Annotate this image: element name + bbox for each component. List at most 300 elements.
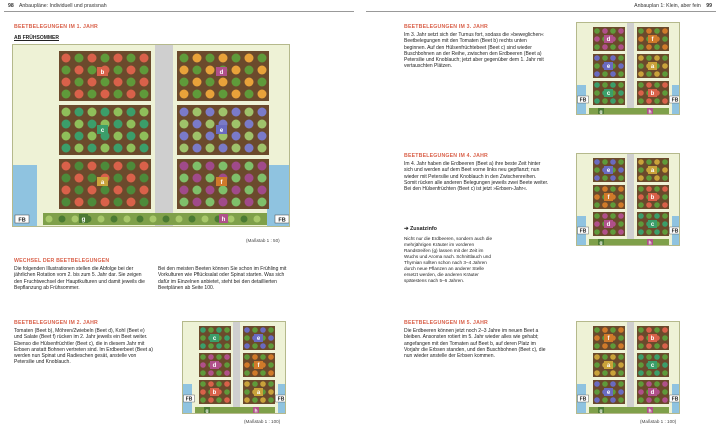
plant — [268, 370, 274, 376]
year4-heading: BEETBELEGUNGEN IM 4. JAHR — [404, 153, 488, 159]
plant — [610, 55, 616, 61]
plant — [638, 343, 644, 349]
plant — [594, 167, 600, 173]
plant — [193, 66, 202, 75]
plant — [180, 162, 189, 171]
plant — [208, 354, 214, 360]
bed-label: d — [606, 222, 611, 228]
herb-label: g — [599, 408, 603, 414]
plant — [88, 198, 97, 207]
fb-label-left: FB — [18, 217, 26, 224]
plant — [232, 162, 241, 171]
herb-plant — [46, 216, 53, 223]
plant — [610, 370, 616, 376]
year2-garden-plan — [182, 321, 286, 414]
plant — [88, 54, 97, 63]
year5-garden-plan — [576, 321, 680, 414]
bed-label: c — [606, 91, 611, 97]
plant — [75, 174, 84, 183]
plant — [88, 108, 97, 117]
plant — [258, 78, 267, 87]
plant — [180, 132, 189, 141]
plant — [140, 132, 149, 141]
plant — [219, 78, 228, 87]
plant — [245, 54, 254, 63]
plant — [618, 221, 624, 227]
plant — [140, 54, 149, 63]
year5-scale: (Maßstab 1 : 100) — [640, 419, 677, 424]
plant — [646, 98, 652, 104]
plant — [206, 186, 215, 195]
plant — [101, 144, 110, 153]
plant — [618, 389, 624, 395]
plant — [140, 198, 149, 207]
plant — [594, 28, 600, 34]
plant — [224, 354, 230, 360]
plant — [244, 343, 250, 349]
plant — [594, 343, 600, 349]
plant — [662, 354, 668, 360]
plant — [252, 381, 258, 387]
plant — [127, 66, 136, 75]
plant — [62, 132, 71, 141]
herb-plant — [150, 216, 157, 223]
label-f: f — [220, 180, 223, 186]
plant — [662, 55, 668, 61]
plant — [232, 78, 241, 87]
plant — [180, 198, 189, 207]
plant — [140, 186, 149, 195]
plant — [610, 327, 616, 333]
plant — [618, 159, 624, 165]
plant — [662, 175, 668, 181]
plant — [180, 144, 189, 153]
plant — [193, 54, 202, 63]
year4-garden-plan — [576, 153, 680, 246]
plant — [232, 132, 241, 141]
plant — [101, 162, 110, 171]
herb-plant — [176, 216, 183, 223]
plant — [219, 90, 228, 99]
plant — [260, 343, 266, 349]
year4-garden-drawing — [577, 154, 680, 246]
herb-label: g — [205, 408, 209, 414]
plant — [224, 381, 230, 387]
plant — [180, 54, 189, 63]
plant — [638, 389, 644, 395]
plant — [114, 54, 123, 63]
plant — [127, 186, 136, 195]
plant — [208, 343, 214, 349]
plant — [618, 354, 624, 360]
plant — [101, 90, 110, 99]
plant — [662, 98, 668, 104]
plant — [638, 98, 644, 104]
plant — [193, 162, 202, 171]
plant — [662, 63, 668, 69]
plant — [654, 98, 660, 104]
bed-label: e — [606, 168, 611, 174]
plant — [654, 175, 660, 181]
plant — [662, 397, 668, 403]
plant — [638, 362, 644, 368]
fb-label-right: FB — [278, 217, 286, 224]
plant — [232, 144, 241, 153]
year5-heading: BEETBELEGUNGEN IM 5. JAHR — [404, 320, 488, 326]
plant — [618, 44, 624, 50]
plant — [114, 162, 123, 171]
plant — [638, 370, 644, 376]
plant — [594, 159, 600, 165]
plant — [610, 202, 616, 208]
plant — [88, 132, 97, 141]
bed-label: a — [650, 64, 655, 70]
plant — [208, 381, 214, 387]
plant — [62, 66, 71, 75]
plant — [245, 66, 254, 75]
bed-label: c — [212, 336, 217, 342]
plant — [646, 327, 652, 333]
plant — [258, 174, 267, 183]
plant — [101, 78, 110, 87]
plant — [654, 381, 660, 387]
plant — [200, 381, 206, 387]
bed-label: d — [650, 390, 655, 396]
plant — [260, 397, 266, 403]
plant — [200, 335, 206, 341]
plant — [638, 327, 644, 333]
left-page-number: 98 — [8, 3, 14, 9]
plant — [638, 202, 644, 208]
plant — [602, 55, 608, 61]
plant — [594, 82, 600, 88]
plant — [127, 120, 136, 129]
plant — [200, 343, 206, 349]
central-path — [233, 322, 240, 414]
plant — [140, 174, 149, 183]
label-b: b — [100, 70, 105, 76]
plant — [594, 370, 600, 376]
year2-heading: BEETBELEGUNGEN IM 2. JAHR — [14, 320, 98, 326]
plant — [654, 55, 660, 61]
plant — [140, 90, 149, 99]
plant — [602, 229, 608, 235]
plant — [244, 389, 250, 395]
label-c: c — [100, 128, 105, 134]
central-path — [627, 154, 634, 246]
plant — [610, 71, 616, 77]
plant — [232, 174, 241, 183]
plant — [232, 90, 241, 99]
plant — [638, 36, 644, 42]
plant — [260, 354, 266, 360]
label-e: e — [219, 128, 224, 134]
plant — [219, 144, 228, 153]
plant — [594, 98, 600, 104]
plant — [140, 162, 149, 171]
herb-plant — [98, 216, 105, 223]
plant — [127, 90, 136, 99]
plant — [232, 108, 241, 117]
label-d: d — [219, 70, 224, 76]
plant — [258, 54, 267, 63]
plant — [610, 44, 616, 50]
plant — [114, 90, 123, 99]
plant — [662, 71, 668, 77]
plant — [62, 120, 71, 129]
plant — [610, 397, 616, 403]
plant — [88, 162, 97, 171]
plant — [216, 343, 222, 349]
plant — [206, 174, 215, 183]
plant — [646, 229, 652, 235]
year2-text: Tomaten (Beet b), Möhren/Zwiebeln (Beet d), Kohl (Beet e) und Salate (Beet f) rücken im 2. Jahr jeweils ein Beet weiter. Ebenso die Hülsenfrüchtler (Beet c), die in diesem Jahr mit Erbsen anstatt Bohnen vertreten sind. Im Erdbeerbeet (Beet a) werden nun Spinat und Radieschen gesät, anstelle von Petersilie und Knoblauch. — [14, 328, 153, 366]
year1-garden-drawing — [13, 45, 290, 227]
plant — [216, 370, 222, 376]
plant — [618, 186, 624, 192]
plant — [602, 71, 608, 77]
plant — [206, 54, 215, 63]
plant — [216, 354, 222, 360]
plant — [245, 78, 254, 87]
plant — [206, 144, 215, 153]
plant — [646, 44, 652, 50]
plant — [662, 28, 668, 34]
plant — [618, 28, 624, 34]
plant — [610, 82, 616, 88]
plant — [252, 343, 258, 349]
plant — [646, 354, 652, 360]
plant — [662, 194, 668, 200]
plant — [245, 186, 254, 195]
plant — [602, 159, 608, 165]
plant — [75, 198, 84, 207]
plant — [219, 108, 228, 117]
plant — [662, 343, 668, 349]
plant — [662, 335, 668, 341]
plant — [75, 132, 84, 141]
plant — [258, 144, 267, 153]
plant — [258, 162, 267, 171]
plant — [654, 343, 660, 349]
plant — [258, 120, 267, 129]
plant — [646, 71, 652, 77]
right-header-rule — [366, 11, 716, 12]
plant — [127, 54, 136, 63]
plant — [618, 213, 624, 219]
plant — [140, 78, 149, 87]
plant — [610, 28, 616, 34]
bed-label: d — [606, 37, 611, 43]
plant — [260, 327, 266, 333]
year5-text: Die Erdbeeren können jetzt noch 2–3 Jahre im neuen Beet a bleiben. Ansonsten rotiert im 5. Jahr wieder alles wie gehabt; angefangen mit den Tomaten auf Beet b, auf deren Platz im Vorjahr die Erbsen standen, und den Buschbohnen (Beet c), die nun wieder anstelle der Erbsen kommen. — [404, 328, 546, 360]
plant — [258, 66, 267, 75]
bed-label: f — [607, 336, 610, 342]
plant — [245, 120, 254, 129]
plant — [618, 82, 624, 88]
plant — [216, 381, 222, 387]
plant — [258, 186, 267, 195]
left-header-rule — [4, 11, 354, 12]
plant — [200, 370, 206, 376]
plant — [206, 108, 215, 117]
plant — [224, 362, 230, 368]
plant — [88, 66, 97, 75]
plant — [662, 44, 668, 50]
herb-label: g — [599, 109, 603, 115]
plant — [140, 120, 149, 129]
plant — [594, 327, 600, 333]
plant — [127, 78, 136, 87]
year3-garden-drawing — [577, 23, 680, 115]
plant — [252, 327, 258, 333]
year1-garden-plan — [12, 44, 290, 227]
plant — [618, 327, 624, 333]
plant — [219, 162, 228, 171]
plant — [268, 354, 274, 360]
plant — [200, 389, 206, 395]
fb-label-left: FB — [579, 396, 587, 403]
plant — [638, 381, 644, 387]
herb-plant — [189, 216, 196, 223]
plant — [101, 108, 110, 117]
plant — [594, 354, 600, 360]
plant — [594, 381, 600, 387]
plant — [101, 54, 110, 63]
plant — [224, 397, 230, 403]
plant — [200, 354, 206, 360]
year1-heading: BEETBELEGUNGEN IM 1. JAHR — [14, 24, 98, 30]
plant — [602, 397, 608, 403]
plant — [654, 354, 660, 360]
plant — [180, 66, 189, 75]
plant — [88, 144, 97, 153]
central-path — [155, 45, 173, 227]
plant — [232, 186, 241, 195]
fruchtwechsel-col1: Die folgenden Illustrationen stellen die Abfolge bei der jährlichen Rotation vom 2. bis zum 5. Jahr dar. Sie zeigen den Fruchtwechsel der Hauptkulturen und damit jeweils die Bepflanzung ab Frühsommer. — [14, 266, 145, 291]
plant — [610, 186, 616, 192]
plant — [114, 66, 123, 75]
plant — [638, 335, 644, 341]
plant — [638, 397, 644, 403]
herb-plant — [228, 216, 235, 223]
plant — [180, 186, 189, 195]
plant — [193, 198, 202, 207]
plant — [200, 362, 206, 368]
plant — [662, 82, 668, 88]
herb-plant — [137, 216, 144, 223]
plant — [618, 381, 624, 387]
plant — [594, 63, 600, 69]
plant — [594, 194, 600, 200]
plant — [140, 108, 149, 117]
plant — [662, 221, 668, 227]
plant — [638, 71, 644, 77]
plant — [602, 381, 608, 387]
plant — [602, 28, 608, 34]
label-g: g — [81, 217, 86, 223]
plant — [224, 389, 230, 395]
plant — [594, 229, 600, 235]
plant — [245, 108, 254, 117]
plant — [594, 55, 600, 61]
fb-label-right: FB — [277, 396, 285, 403]
plant — [193, 108, 202, 117]
plant — [618, 167, 624, 173]
plant — [602, 327, 608, 333]
plant — [610, 354, 616, 360]
plant — [638, 159, 644, 165]
central-path — [627, 23, 634, 115]
plant — [62, 144, 71, 153]
plant — [62, 108, 71, 117]
plant — [662, 229, 668, 235]
plant — [618, 98, 624, 104]
plant — [638, 55, 644, 61]
plant — [618, 202, 624, 208]
plant — [602, 370, 608, 376]
plant — [638, 194, 644, 200]
plant — [268, 362, 274, 368]
plant — [662, 362, 668, 368]
plant — [244, 370, 250, 376]
plant — [88, 174, 97, 183]
plant — [618, 194, 624, 200]
plant — [594, 36, 600, 42]
plant — [114, 78, 123, 87]
plant — [244, 335, 250, 341]
bed-label: e — [256, 336, 261, 342]
plant — [618, 175, 624, 181]
plant — [662, 389, 668, 395]
plant — [618, 335, 624, 341]
year5-garden-drawing — [577, 322, 680, 414]
plant — [114, 120, 123, 129]
plant — [618, 229, 624, 235]
plant — [127, 108, 136, 117]
plant — [618, 63, 624, 69]
fb-label-right: FB — [671, 97, 679, 104]
plant — [245, 90, 254, 99]
plant — [245, 198, 254, 207]
plant — [638, 90, 644, 96]
plant — [75, 66, 84, 75]
plant — [114, 186, 123, 195]
bed-label: c — [650, 222, 655, 228]
plant — [88, 186, 97, 195]
plant — [602, 202, 608, 208]
plant — [638, 213, 644, 219]
plant — [268, 335, 274, 341]
plant — [646, 202, 652, 208]
zusatzinfo-heading: ➔ Zusatzinfo — [404, 226, 437, 232]
plant — [602, 354, 608, 360]
plant — [75, 90, 84, 99]
plant — [245, 174, 254, 183]
plant — [602, 343, 608, 349]
fb-label-left: FB — [579, 97, 587, 104]
plant — [654, 82, 660, 88]
plant — [638, 354, 644, 360]
plant — [208, 327, 214, 333]
plant — [654, 213, 660, 219]
plant — [232, 120, 241, 129]
plant — [232, 54, 241, 63]
plant — [252, 397, 258, 403]
plant — [206, 132, 215, 141]
bed-label: d — [212, 363, 217, 369]
plant — [216, 397, 222, 403]
